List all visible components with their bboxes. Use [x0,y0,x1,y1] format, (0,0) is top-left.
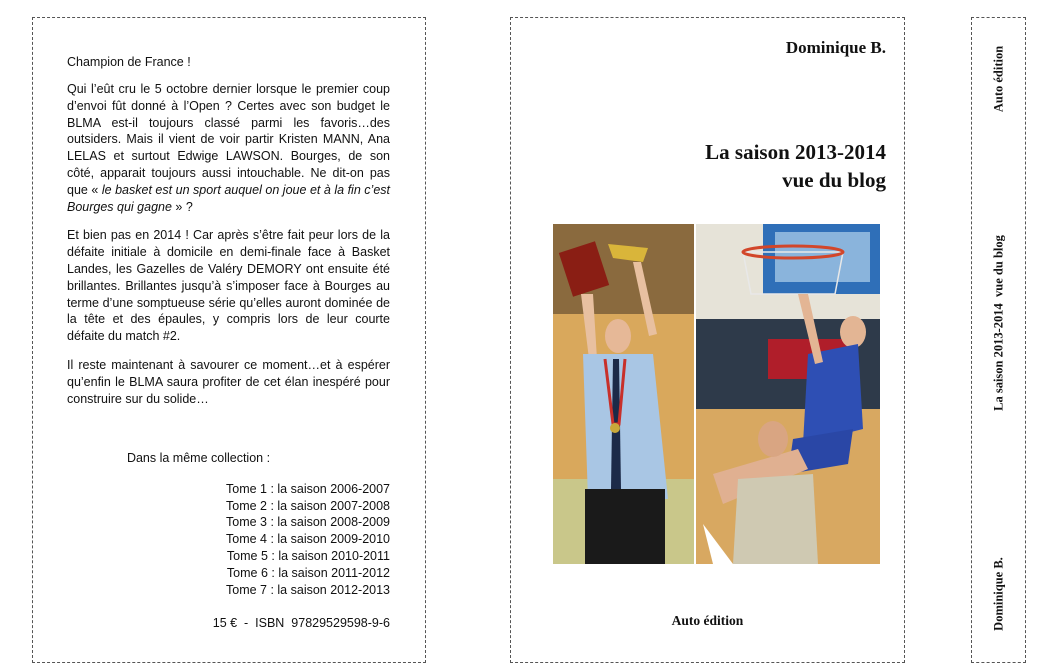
front-title-line-2: vue du blog [782,168,886,192]
blurb-paragraph-1 [67,81,390,215]
spine-panel [971,17,1026,663]
front-cover-panel [510,17,905,663]
back-cover-panel [32,17,426,663]
blurb-paragraph-3: Il reste maintenant à savourer ce moment…et à espérer qu’enfin le BLMA saura profiter de cet élan inespéré pour construire sur du solide… [67,357,390,406]
front-publisher: Auto édition [671,613,744,628]
spine-title: La saison 2013-2014 vue du blog [991,235,1005,411]
collection-heading: Dans la même collection : [126,451,271,465]
tome-item: Tome 7 : la saison 2012-2013 [226,582,390,597]
tome-item: Tome 6 : la saison 2011-2012 [226,565,390,580]
coach-photo [553,224,694,564]
front-author: Dominique B. [785,38,886,57]
blurb-text: » ? [171,199,193,214]
tome-item: Tome 5 : la saison 2010-2011 [226,548,390,563]
tome-list [67,481,390,599]
tome-item: Tome 3 : la saison 2008-2009 [226,515,390,530]
blurb-paragraph-2: Et bien pas en 2014 ! Car après s’être fait peur lors de la défaite initiale à domicile en demi-finale face à Basket Landes, les Gazelles de Valéry DEMORY ont ensuite été brillantes. Brillantes jusqu’à s’imposer face à Bourges au terme d’une somptueuse série qu’elles auront dominée de la tête et des épaules, y compris lors de leur courte défaite du match #2. [67,228,390,344]
collection-list [67,450,390,632]
price-isbn: 15 € - ISBN 97829529598-9-6 [212,616,390,631]
front-title [705,138,886,194]
blurb-text: Qui l’eût cru le 5 octobre dernier lorsque le premier coup d’envoi fût donné à l’Open ? Certes avec son budget le BLMA est-il toujours classé parmi les favoris…des outsiders. Mais il vient de voir partir Kristen MANN, Ana LELAS et surtout Edwige LAWSON. Bourges, de son côté, apparait toujours aussi intouchable. Ne dit-on pas que « [67,82,390,197]
spine-author: Dominique B. [991,557,1005,631]
tome-item: Tome 1 : la saison 2006-2007 [226,481,390,496]
blurb-quote: le basket est un sport auquel on joue et à la fin c’est Bourges qui gagne [67,182,390,214]
front-title-line-1: La saison 2013-2014 [705,140,886,164]
player-photo [696,224,880,564]
back-cover-heading: Champion de France ! [67,55,191,69]
back-cover-blurb [67,81,390,419]
tome-item: Tome 4 : la saison 2009-2010 [226,532,390,547]
tome-item: Tome 2 : la saison 2007-2008 [226,498,390,513]
cover-photo [553,224,880,564]
spine-publisher: Auto édition [991,45,1005,113]
